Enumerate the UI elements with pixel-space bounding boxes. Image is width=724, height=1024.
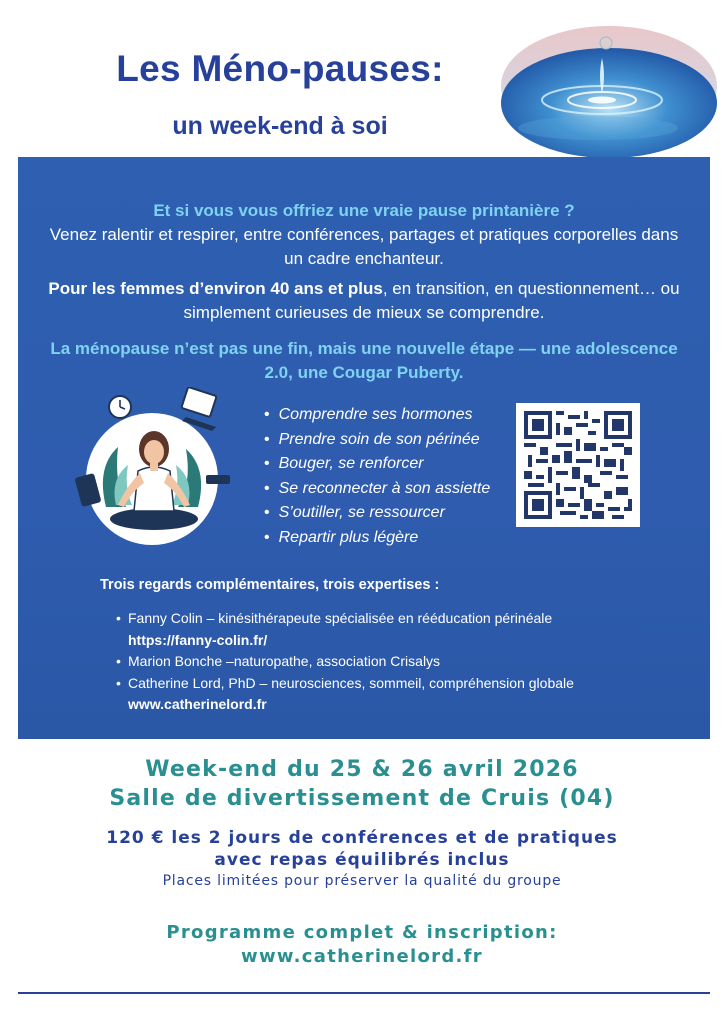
water-drop-image xyxy=(498,18,720,168)
places-note: Places limitées pour préserver la qualité du groupe xyxy=(162,873,562,889)
list-item xyxy=(116,608,656,651)
list-item: • Bouger, se renforcer xyxy=(264,452,524,477)
expert-link[interactable]: https://fanny-colin.fr/ xyxy=(128,631,268,648)
info-panel xyxy=(18,157,710,739)
tagline: La ménopause n’est pas une fin, mais une nouvelle étape — une adolescence 2.0, une Cougar Puberty. xyxy=(50,339,678,382)
meditation-illustration xyxy=(66,387,236,547)
list-item: • Comprendre ses hormones xyxy=(264,403,524,428)
page-subtitle: un week-end à soi xyxy=(172,112,388,140)
audience-rest: , en transition, en questionnement… ou simplement curieuses de mieux se comprendre. xyxy=(183,279,680,322)
qr-code-icon xyxy=(524,411,632,519)
experts-list xyxy=(116,608,656,716)
audience-paragraph xyxy=(38,277,690,325)
list-item: • Prendre soin de son périnée xyxy=(264,428,524,453)
list-item: • Se reconnecter à son assiette xyxy=(264,477,524,502)
program-label: Programme complet & inscription: xyxy=(166,922,558,943)
event-dates: Week-end du 25 & 26 avril 2026 xyxy=(145,757,579,782)
price-line-2: avec repas équilibrés inclus xyxy=(214,850,510,870)
topics-list xyxy=(264,403,524,550)
intro-text: Venez ralentir et respirer, entre conférences, partages et pratiques corporelles dans un cadre enchanteur. xyxy=(49,225,679,268)
expert-text: Fanny Colin – kinésithérapeute spécialisée en rééducation périnéale xyxy=(128,610,553,626)
program-link[interactable]: www.catherinelord.fr xyxy=(241,946,483,967)
qr-code[interactable] xyxy=(516,403,640,527)
page-title: Les Méno-pauses: xyxy=(116,48,444,89)
event-details xyxy=(0,755,724,969)
header xyxy=(0,0,724,157)
expert-text: Marion Bonche –naturopathe, association Crisalys xyxy=(128,653,441,669)
list-item xyxy=(116,651,656,673)
divider xyxy=(18,992,710,994)
intro-question: Et si vous vous offriez une vraie pause printanière ? xyxy=(153,201,575,220)
list-item: • S’outiller, se ressourcer xyxy=(264,501,524,526)
price-line-1: 120 € les 2 jours de conférences et de pratiques xyxy=(106,828,618,848)
list-item xyxy=(116,673,656,716)
expert-text: Catherine Lord, PhD – neurosciences, sommeil, compréhension globale xyxy=(128,674,574,691)
event-venue: Salle de divertissement de Cruis (04) xyxy=(109,786,615,811)
experts-heading: Trois regards complémentaires, trois expertises : xyxy=(100,577,440,593)
list-item: • Repartir plus légère xyxy=(264,526,524,551)
audience-bold: Pour les femmes d’environ 40 ans et plus xyxy=(48,279,383,298)
intro-paragraph xyxy=(48,199,680,271)
expert-link[interactable]: www.catherinelord.fr xyxy=(128,696,267,712)
